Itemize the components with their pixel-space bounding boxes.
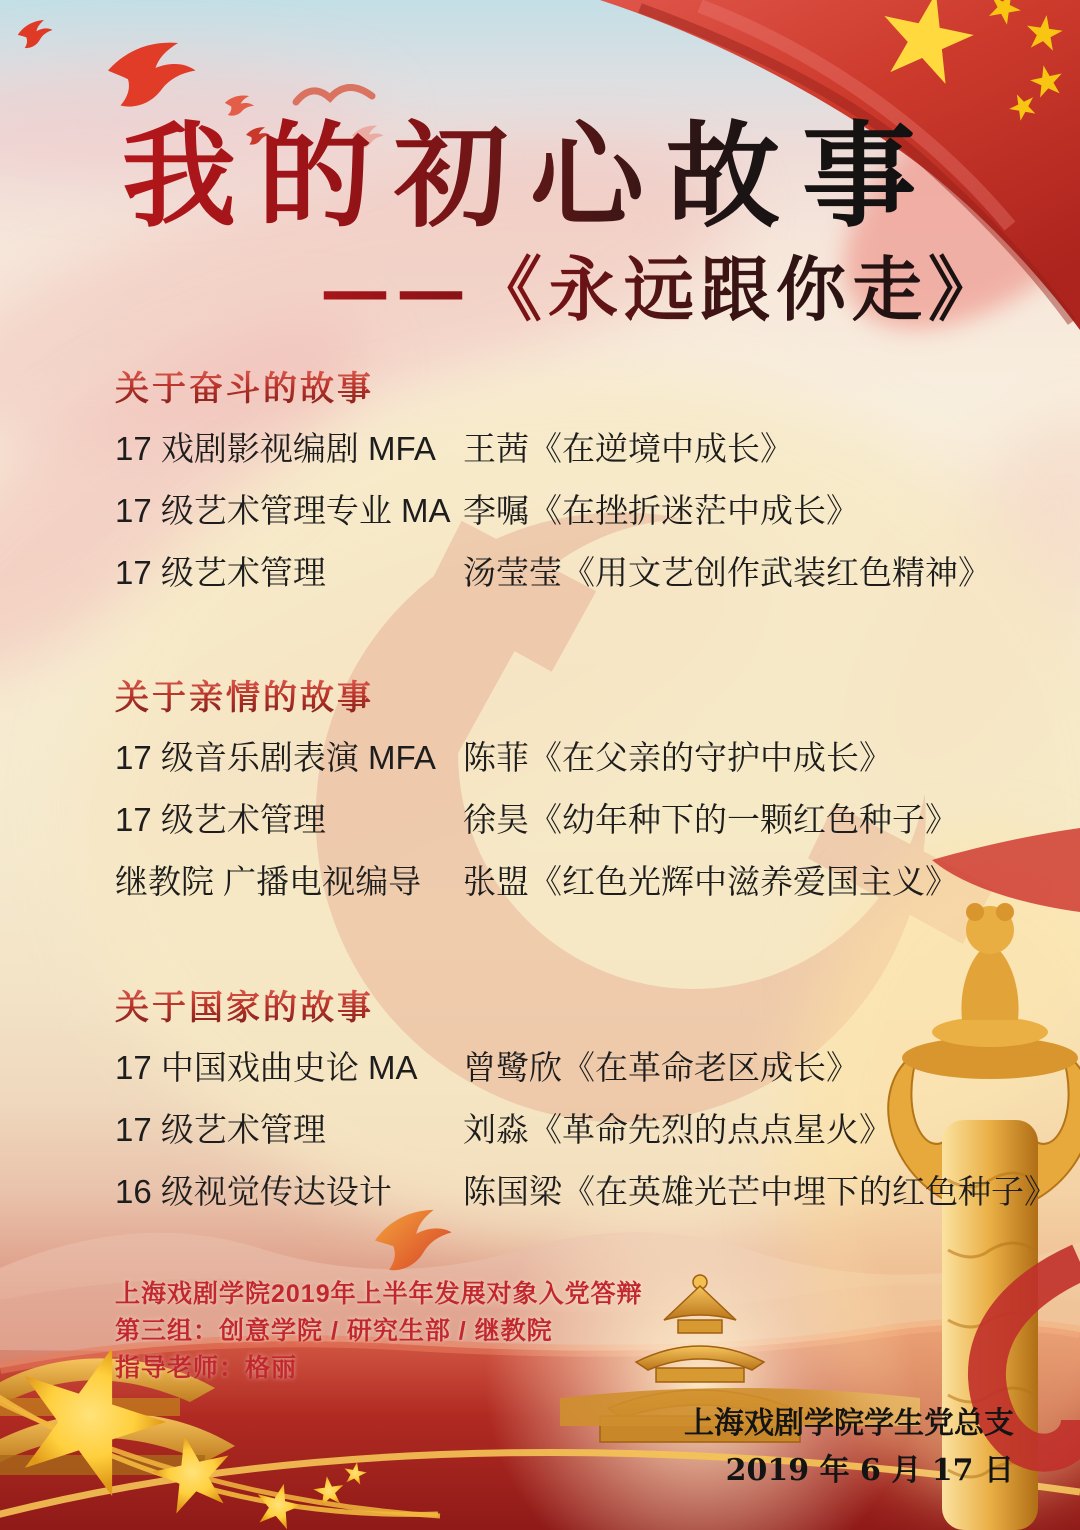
program-row bbox=[115, 1049, 1065, 1087]
class-label: 17 级音乐剧表演 MFA bbox=[115, 739, 436, 776]
story-entry: 曾鹭欣《在革命老区成长》 bbox=[463, 1049, 859, 1086]
story-entry: 陈菲《在父亲的守护中成长》 bbox=[463, 739, 892, 776]
page-title: 我的初心故事 bbox=[122, 109, 939, 243]
program-row bbox=[115, 739, 1065, 777]
class-label: 17 级艺术管理 bbox=[115, 801, 326, 838]
class-label: 17 级艺术管理 bbox=[115, 1111, 326, 1148]
section-family bbox=[115, 679, 1065, 925]
program-row bbox=[115, 554, 1065, 592]
class-label: 继教院 广播电视编导 bbox=[115, 863, 422, 900]
class-label: 16 级视觉传达设计 bbox=[115, 1173, 392, 1210]
footer-line: 上海戏剧学院2019年上半年发展对象入党答辩 bbox=[115, 1280, 643, 1308]
section-struggle bbox=[115, 370, 1065, 616]
page-subtitle: ——《永远跟你走》 bbox=[320, 244, 1004, 335]
class-label: 17 级艺术管理专业 MA bbox=[115, 492, 451, 529]
section-heading: 关于奋斗的故事 bbox=[115, 370, 1065, 408]
signature-date: 2019 年 6 月 17 日 bbox=[725, 1453, 1014, 1488]
story-entry: 陈国梁《在英雄光芒中埋下的红色种子》 bbox=[463, 1173, 1057, 1210]
footer-line: 指导老师：格丽 bbox=[115, 1354, 298, 1382]
story-entry: 刘淼《革命先烈的点点星火》 bbox=[463, 1111, 892, 1148]
signature-org: 上海戏剧学院学生党总支 bbox=[684, 1406, 1014, 1441]
program-row bbox=[115, 1173, 1065, 1211]
section-country bbox=[115, 989, 1065, 1235]
section-heading: 关于亲情的故事 bbox=[115, 679, 1065, 717]
program-row bbox=[115, 801, 1065, 839]
event-info bbox=[115, 1276, 643, 1387]
story-entry: 张盟《红色光辉中滋养爱国主义》 bbox=[463, 863, 958, 900]
class-label: 17 戏剧影视编剧 MFA bbox=[115, 430, 436, 467]
program-row bbox=[115, 863, 1065, 901]
story-entry: 汤莹莹《用文艺创作武装红色精神》 bbox=[463, 554, 991, 591]
class-label: 17 级艺术管理 bbox=[115, 554, 326, 591]
signature bbox=[684, 1400, 1014, 1494]
program-row bbox=[115, 492, 1065, 530]
class-label: 17 中国戏曲史论 MA bbox=[115, 1049, 418, 1086]
story-entry: 徐昊《幼年种下的一颗红色种子》 bbox=[463, 801, 958, 838]
section-heading: 关于国家的故事 bbox=[115, 989, 1065, 1027]
program-row bbox=[115, 1111, 1065, 1149]
footer-line: 第三组：创意学院 / 研究生部 / 继教院 bbox=[115, 1317, 553, 1345]
program-row bbox=[115, 430, 1065, 468]
story-entry: 王茜《在逆境中成长》 bbox=[463, 430, 793, 467]
story-entry: 李嘱《在挫折迷茫中成长》 bbox=[463, 492, 859, 529]
